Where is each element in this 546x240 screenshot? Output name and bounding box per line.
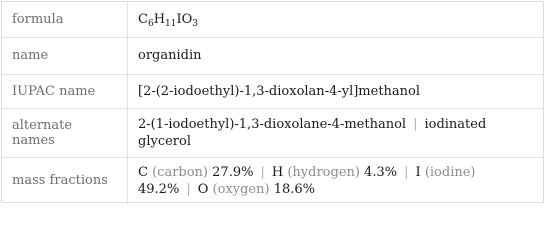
separator: |: [413, 116, 418, 132]
label-name: name: [2, 37, 128, 74]
label-alternate-names: alternate names: [2, 108, 128, 157]
element-percent: 4.3%: [364, 164, 398, 180]
label-mass-fractions: mass fractions: [2, 157, 128, 204]
element-percent: 49.2%: [138, 181, 180, 197]
row-name: [2, 37, 543, 74]
element-symbol: I: [415, 164, 421, 180]
alternate-name: 2-(1-iodoethyl)-1,3-dioxolane-4-methanol: [138, 116, 407, 132]
formula-subscript: 6: [147, 18, 154, 29]
formula-symbol: H: [153, 11, 166, 27]
properties-table: [2, 2, 543, 204]
label-formula: formula: [2, 2, 128, 37]
formula-subscript: 3: [192, 18, 199, 29]
separator: |: [186, 181, 191, 197]
formula-symbol: C: [138, 11, 148, 27]
element-name: (oxygen): [212, 181, 270, 197]
row-alternate-names: [2, 108, 543, 157]
formula-symbol: I: [176, 11, 182, 27]
formula-symbol: O: [181, 11, 193, 27]
alternate-names-value: [128, 108, 544, 157]
name-value: organidin: [128, 37, 544, 74]
separator: |: [260, 164, 265, 180]
label-iupac-name: IUPAC name: [2, 74, 128, 108]
row-formula: [2, 2, 543, 37]
formula-value: [128, 2, 544, 37]
element-percent: 27.9%: [212, 164, 254, 180]
formula-subscript: 11: [165, 18, 177, 29]
element-name: (carbon): [152, 164, 209, 180]
alternate-name: iodinated glycerol: [138, 116, 487, 149]
row-mass-fractions: [2, 157, 543, 204]
mass-fractions-value: [128, 157, 544, 204]
separator: |: [404, 164, 409, 180]
iupac-name-value: [2-(2-iodoethyl)-1,3-dioxolan-4-yl]methanol: [128, 74, 544, 108]
element-symbol: O: [197, 181, 209, 197]
element-percent: 18.6%: [273, 181, 316, 197]
element-symbol: H: [271, 164, 284, 180]
element-symbol: C: [138, 164, 148, 180]
element-name: (hydrogen): [287, 164, 360, 180]
row-iupac-name: [2, 74, 543, 108]
properties-card: [1, 1, 544, 203]
element-name: (iodine): [424, 164, 476, 180]
